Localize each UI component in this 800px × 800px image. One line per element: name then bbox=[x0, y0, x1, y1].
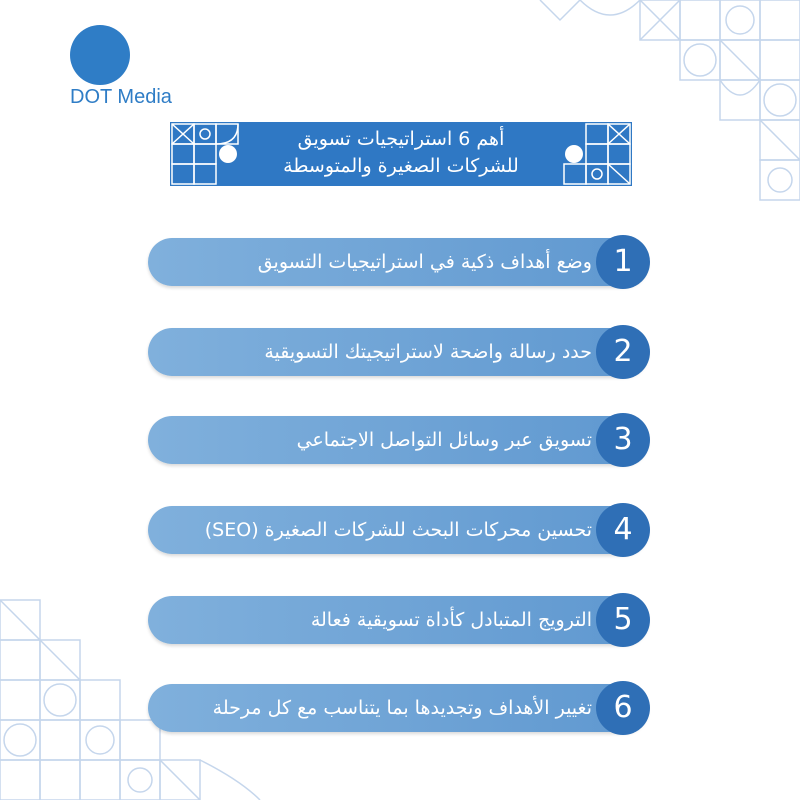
item-number-badge: 6 bbox=[596, 681, 650, 735]
item-text: حدد رسالة واضحة لاستراتيجيتك التسويقية bbox=[264, 341, 592, 363]
item-number-badge: 3 bbox=[596, 413, 650, 467]
item-number-badge: 2 bbox=[596, 325, 650, 379]
title-line-1: أهم 6 استراتيجيات تسويق bbox=[297, 128, 505, 150]
strategy-item-4 bbox=[148, 506, 648, 554]
item-number-badge: 4 bbox=[596, 503, 650, 557]
strategy-item-1 bbox=[148, 238, 648, 286]
strategy-item-3 bbox=[148, 416, 648, 464]
brand-name-bold: DOT bbox=[70, 86, 112, 108]
strategy-item-5 bbox=[148, 596, 648, 644]
title-banner bbox=[170, 122, 632, 186]
item-number-badge: 5 bbox=[596, 593, 650, 647]
page-title bbox=[242, 126, 560, 180]
logo-circle bbox=[70, 25, 130, 85]
brand-name-rest: Media bbox=[111, 86, 172, 108]
item-text: تحسين محركات البحث للشركات الصغيرة (SEO) bbox=[204, 519, 592, 541]
item-text: تسويق عبر وسائل التواصل الاجتماعي bbox=[296, 429, 592, 451]
item-text: وضع أهداف ذكية في استراتيجيات التسويق bbox=[257, 251, 592, 273]
banner-pattern-left bbox=[170, 122, 242, 186]
strategy-item-2 bbox=[148, 328, 648, 376]
item-text: تغيير الأهداف وتجديدها بما يتناسب مع كل مرحلة bbox=[212, 697, 592, 719]
brand-name bbox=[70, 86, 172, 109]
item-number-badge: 1 bbox=[596, 235, 650, 289]
banner-pattern-right bbox=[560, 122, 632, 186]
title-line-2: للشركات الصغيرة والمتوسطة bbox=[283, 155, 519, 177]
item-text: الترويج المتبادل كأداة تسويقية فعالة bbox=[310, 609, 592, 631]
strategy-item-6 bbox=[148, 684, 648, 732]
